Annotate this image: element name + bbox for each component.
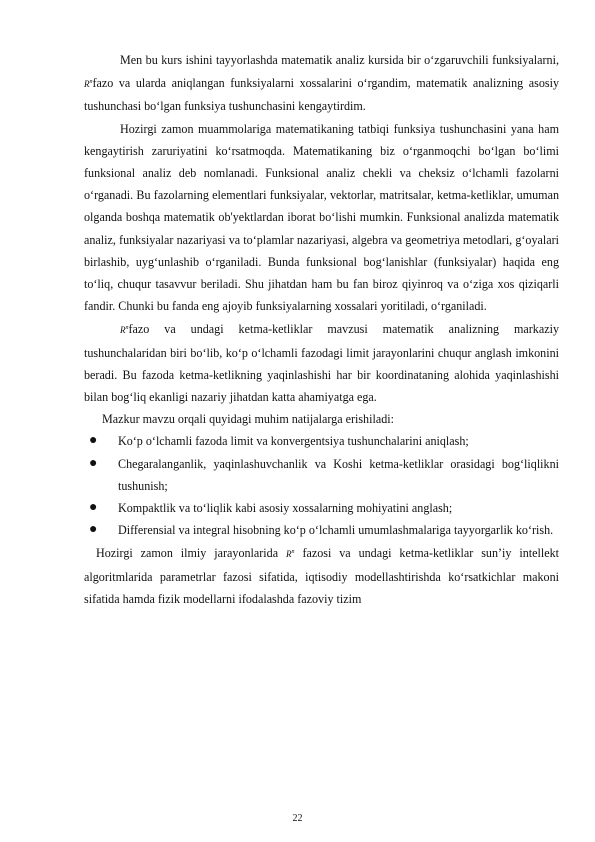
paragraph-results-intro: Mazkur mavzu orqali quyidagi muhim natijalarga erishiladi:: [102, 412, 394, 427]
paragraph-text: fazo va ularda aniqlangan funksiyalarni xossalarini o‘rgandim, matematik analizning asosiy tushunchasi bo‘lgan funksiya tushunchasini kengaytirdim.: [84, 76, 559, 114]
paragraph-text: Hozirgi zamon ilmiy jarayonlarida: [96, 546, 279, 561]
paragraph-intro: [84, 49, 559, 118]
bullet-icon: ●: [89, 522, 98, 538]
paragraph-applications: [84, 541, 559, 610]
list-item: ● Ko‘p o‘lchamli fazoda limit va konvergentsiya tushunchalarini aniqlash;: [84, 430, 559, 452]
paragraph-text: fazo va undagi ketma-ketliklar mavzusi matematik analizning markaziy tushunchalaridan biri bo‘lib, ko‘p o‘lchamli fazodagi limit jarayonlarini chuqur anglash imkonini beradi. Bu fazoda ketma-ketlikning yaqinlashishi har bir koordinataning alohida yaqinlashishi bilan bog‘liq ekanligi nazariy jihatdan katta ahamiyatga ega.: [84, 322, 559, 405]
math-symbol-rn: $R^n$: [84, 79, 93, 90]
bullet-icon: ●: [89, 433, 98, 449]
list-item: ● Kompaktlik va to‘liqlik kabi asosiy xossalarning mohiyatini anglash;: [84, 497, 559, 519]
paragraph-modern-problems: Hozirgi zamon muammolariga matematikaning tatbiqi funksiya tushunchasini yana ham kengaytirish zaruriyatini ko‘rsatmoqda. Matematikaning biz o‘rganmoqchi bo‘lgan bo‘limi funksional analiz deb nomlanadi. Funksional analiz chekli va cheksiz o‘lchamli fazolarni o‘rganadi. Bu fazolarning elementlari funksiyalar, vektorlar, matritsalar, ketma-ketliklar, umuman olganda boshqa matematik ob'yektlardan iborat bo‘lishi mumkin. Funksional analizda matematik analiz, funksiyalar nazariyasi va to‘plamlar nazariyasi, algebra va geometriya metodlari, g‘oyalari birlashib, uyg‘unlashib o‘rganiladi. Bunda funksional bog‘lanishlar (funksiyalar) haqida eng to‘liq, chuqur tasavvur beriladi. Shu jihatdan ham bu fan biroz qiyinroq va o‘ziga xos qiziqarli fandir. Chunki bu fanda eng ajoyib funksiyalarning xossalari yoritiladi, o‘rganiladi.: [84, 121, 559, 314]
page-number: 22: [292, 813, 303, 824]
paragraph-text: fazosi va undagi ketma-ketliklar sun’iy intellekt algoritmlarida parametrlar fazosi sifatida, iqtisodiy modellashtirishda ko‘rsatkichlar makoni sifatida hamda fizik modellarni ifodalashda fazoviy tizim: [84, 546, 560, 606]
paragraph-rn-sequences: [84, 317, 559, 408]
paragraph-text: Men bu kurs ishini tayyorlashda matematik analiz kursida bir o‘zgaruvchili funksiyalarni,: [120, 53, 559, 67]
bullet-icon: ●: [89, 455, 98, 471]
results-list: [84, 430, 559, 541]
bullet-icon: ●: [89, 500, 98, 516]
math-symbol-rn: $R^n$: [120, 325, 129, 336]
list-item: ● Differensial va integral hisobning ko‘p o‘lchamli umumlashmalariga tayyorgarlik ko‘rish.: [84, 519, 559, 541]
body-text: [84, 49, 559, 610]
list-item: ● Chegaralanganlik, yaqinlashuvchanlik va Koshi ketma-ketliklar orasidagi bog‘liqlikni tushunish;: [84, 453, 559, 497]
math-symbol-rn: $R^n$: [286, 549, 295, 560]
